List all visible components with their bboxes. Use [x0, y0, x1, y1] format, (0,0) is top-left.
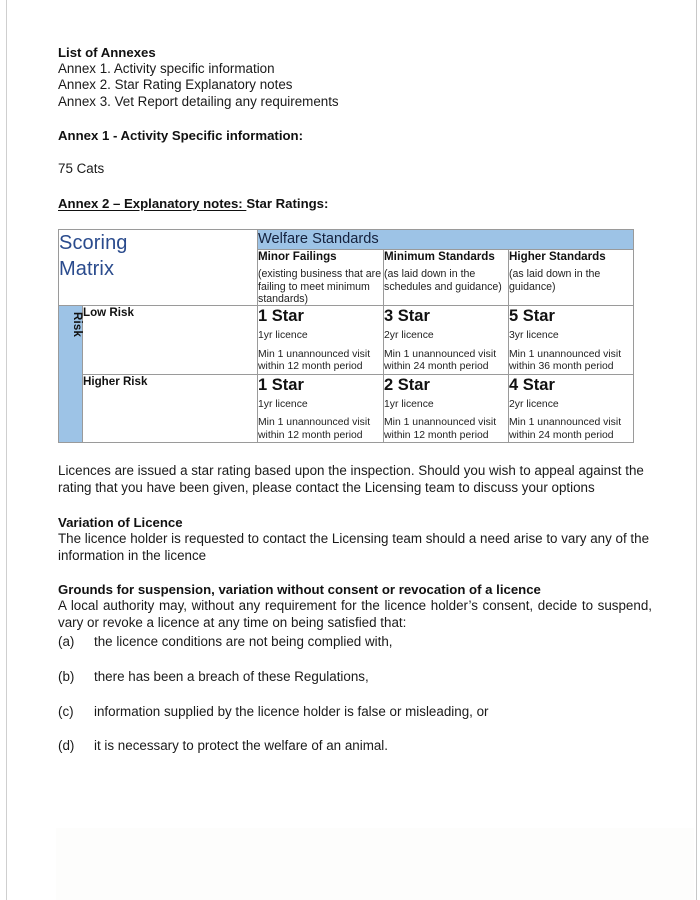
grounds-item-marker: (a) — [58, 634, 75, 650]
risk-level-label-low: Low Risk — [83, 306, 258, 374]
column-header-subtitle: (as laid down in the guidance) — [509, 268, 601, 293]
annex-list-item-2: Annex 2. Star Rating Explanatory notes — [58, 77, 293, 93]
column-header-title: Higher Standards — [509, 249, 606, 263]
grounds-item-d — [58, 738, 652, 755]
column-header-minor-failings — [258, 249, 384, 306]
grounds-item-marker: (b) — [58, 668, 75, 684]
licence-duration: 1yr licence — [258, 398, 308, 410]
page-left-edge-rule — [6, 0, 7, 900]
matrix-header-row-top — [59, 229, 634, 249]
star-rating: 5 Star — [509, 307, 555, 326]
visit-requirement: Min 1 unannounced visit within 24 month period — [509, 417, 622, 441]
grounds-item-marker: (c) — [58, 703, 74, 719]
licence-duration: 1yr licence — [384, 398, 434, 410]
annex-list-heading: List of Annexes — [58, 45, 156, 60]
annex-list-item-3: Annex 3. Vet Report detailing any requirements — [58, 93, 339, 109]
column-header-minimum-standards — [384, 249, 509, 306]
star-rating: 1 Star — [258, 307, 304, 326]
visit-requirement: Min 1 unannounced visit within 36 month period — [509, 349, 622, 373]
grounds-heading: Grounds for suspension, variation without consent or revocation of a licence — [58, 582, 541, 598]
annex2-heading-plain-part: Star Ratings: — [246, 195, 329, 211]
column-header-title: Minor Failings — [258, 249, 337, 263]
matrix-cell-higher-higher — [509, 374, 634, 442]
grounds-intro: A local authority may, without any requirement for the licence holder’s consent, decide to suspend, vary or revoke a licence at any time on being satisfied that: — [58, 598, 652, 631]
variation-body: The licence holder is requested to contact the Licensing team should a need arise to vary any of the information in the licence — [58, 530, 650, 563]
matrix-cell-higher-minimum — [384, 374, 509, 442]
spacer — [58, 178, 652, 195]
grounds-item-marker: (d) — [58, 738, 75, 754]
appeal-paragraph: Licences are issued a star rating based upon the inspection. Should you wish to appeal against the rating that you have been given, please contact the Licensing team to discuss your options — [58, 463, 644, 496]
scoring-matrix-wrapper — [58, 229, 652, 444]
matrix-cell-low-minimum — [384, 306, 509, 374]
visit-requirement: Min 1 unannounced visit within 24 month period — [384, 349, 497, 373]
star-rating: 1 Star — [258, 375, 304, 394]
page-bottom-scan-tint — [56, 828, 694, 900]
visit-requirement: Min 1 unannounced visit within 12 month period — [258, 417, 371, 441]
star-rating: 3 Star — [384, 307, 430, 326]
page-right-edge-rule — [696, 0, 697, 900]
risk-axis-label: Risk — [71, 312, 83, 338]
column-header-higher-standards — [509, 249, 634, 306]
matrix-cell-low-minor — [258, 306, 384, 374]
annex1-body: 75 Cats — [58, 161, 105, 177]
spacer — [58, 110, 652, 127]
annex-list-item-1: Annex 1. Activity specific information — [58, 61, 275, 76]
licence-duration: 1yr licence — [258, 330, 308, 342]
spacer — [58, 443, 652, 463]
grounds-item-b — [58, 669, 652, 686]
spacer — [58, 144, 652, 161]
star-rating: 4 Star — [509, 375, 555, 394]
scoring-matrix-table — [58, 229, 634, 444]
column-header-subtitle: (as laid down in the schedules and guidance) — [384, 268, 502, 293]
licence-duration: 2yr licence — [509, 398, 559, 410]
column-header-subtitle: (existing business that are failing to meet minimum standards) — [258, 268, 382, 306]
scoring-matrix-title-cell — [59, 229, 258, 306]
risk-level-label-higher: Higher Risk — [83, 374, 258, 442]
licence-duration: 2yr licence — [384, 330, 434, 342]
spacer — [58, 497, 652, 514]
licence-duration: 3yr licence — [509, 330, 559, 342]
grounds-item-text: the licence conditions are not being complied with, — [94, 634, 393, 650]
grounds-item-a — [58, 634, 652, 651]
scoring-matrix-title-line1: Scoring — [59, 231, 128, 254]
grounds-item-text: information supplied by the licence holder is false or misleading, or — [94, 703, 489, 719]
matrix-cell-higher-minor — [258, 374, 384, 442]
annex2-heading — [58, 195, 652, 212]
grounds-item-text: there has been a breach of these Regulations, — [94, 668, 369, 684]
grounds-item-text: it is necessary to protect the welfare of an animal. — [94, 738, 388, 754]
variation-heading: Variation of Licence — [58, 514, 183, 530]
column-header-title: Minimum Standards — [384, 249, 495, 263]
spacer — [58, 564, 652, 581]
star-rating: 2 Star — [384, 375, 430, 394]
matrix-row-higher-risk — [59, 374, 634, 442]
grounds-item-c — [58, 704, 652, 721]
welfare-standards-header: Welfare Standards — [258, 229, 634, 249]
matrix-cell-low-higher — [509, 306, 634, 374]
matrix-row-low-risk — [59, 306, 634, 374]
scoring-matrix-title-line2: Matrix — [59, 257, 115, 280]
visit-requirement: Min 1 unannounced visit within 12 month period — [258, 349, 371, 373]
document-content — [58, 44, 652, 755]
visit-requirement: Min 1 unannounced visit within 12 month period — [384, 417, 497, 441]
annex1-heading: Annex 1 - Activity Specific information: — [58, 128, 303, 144]
annex2-heading-underlined-part: Annex 2 – Explanatory notes: — [58, 195, 247, 211]
risk-axis-band — [59, 306, 83, 443]
